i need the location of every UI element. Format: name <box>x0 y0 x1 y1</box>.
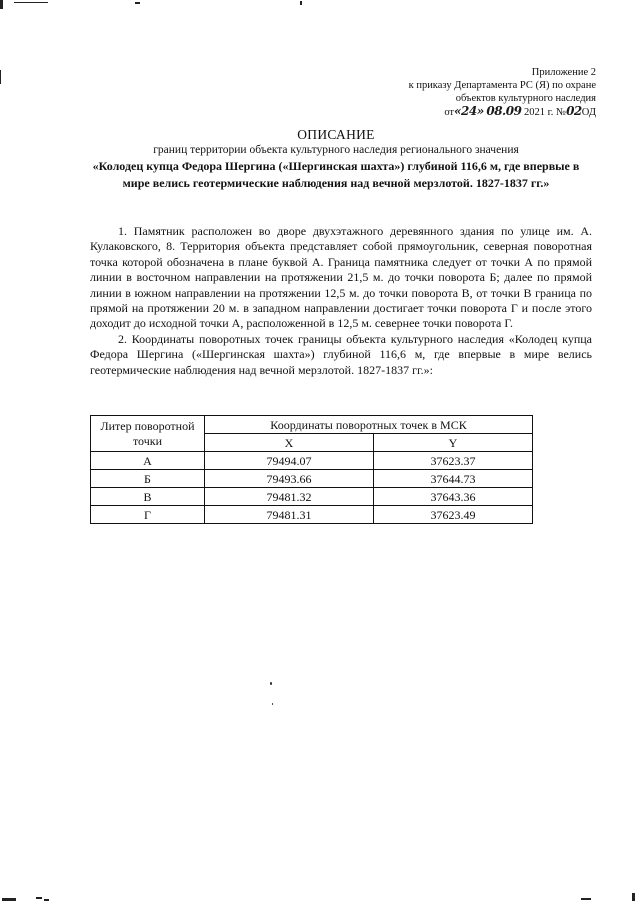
order-date-line <box>296 105 596 119</box>
document-subtitle: границ территории объекта культурного наследия регионального значения <box>153 144 519 156</box>
title-block <box>80 126 592 192</box>
date-year: 2021 г. № <box>524 107 567 118</box>
scan-speck <box>270 682 272 685</box>
paragraph-1: 1. Памятник расположен во дворе двухэтажного деревянного здания по улице им. А. Кулаковского, 8. Территория объекта представляет собой прямоугольник, северная поворотная точка которой обозначена в плане буквой А. Граница памятника следует от точки А по прямой линии в восточном направлении на протяжении 21,5 м. до точки поворота Б; далее по прямой линии в южном направлении на протяжении 12,5 м. до точки поворота В, от точки В граница по прямой на протяжении 20 м. в западном направлении достигает точки поворота Г и после этого доходит до исходной точки А, расположенной в 12,5 м. севернее точки поворота Г. <box>90 224 592 331</box>
table-row <box>91 452 533 470</box>
cell-liter: В <box>91 488 205 506</box>
table-row <box>91 470 533 488</box>
order-line: к приказу Департамента РС (Я) по охране <box>408 80 596 91</box>
header-coordinates: Координаты поворотных точек в МСК <box>205 416 533 434</box>
cell-liter: А <box>91 452 205 470</box>
paragraph-2: 2. Координаты поворотных точек границы объекта культурного наследия «Колодец купца Федора Шергина («Шергинская шахта») глубиной 116,6 м, где впервые в мире велись геотермические наблюдения над вечной мерзлотой. 1827-1837 гг.»: <box>90 331 592 377</box>
scan-artifact <box>581 898 591 900</box>
table-header-row <box>91 416 533 434</box>
cell-x: 79493.66 <box>205 470 374 488</box>
date-month: 08.09 <box>486 104 522 118</box>
appendix-header <box>296 66 596 119</box>
cell-y: 37623.37 <box>374 452 533 470</box>
table-row <box>91 506 533 524</box>
scan-artifact <box>2 898 16 901</box>
scan-artifact <box>135 2 140 4</box>
coordinates-table <box>90 415 533 524</box>
date-day: «24» <box>454 104 484 118</box>
object-name: «Колодец купца Федора Шергина («Шергинская шахта») глубиной 116,6 м, где впервые в мире велись геотермические наблюдения над вечной мерзлотой. 1827-1837 гг.» <box>92 159 580 190</box>
scan-artifact <box>44 899 49 901</box>
scan-artifact <box>0 0 3 9</box>
header-x: X <box>205 434 374 452</box>
cell-y: 37623.49 <box>374 506 533 524</box>
table-row <box>91 488 533 506</box>
scan-speck <box>272 703 273 705</box>
heritage-line: объектов культурного наследия <box>455 93 596 104</box>
date-prefix: от <box>444 107 455 118</box>
document-title: ОПИСАНИЕ <box>297 127 375 142</box>
body-text <box>90 224 592 378</box>
order-suffix: ОД <box>581 107 596 118</box>
order-number: 02 <box>566 104 582 118</box>
cell-x: 79481.31 <box>205 506 374 524</box>
header-liter: Литер поворотной точки <box>91 416 205 452</box>
cell-y: 37644.73 <box>374 470 533 488</box>
scan-artifact <box>300 1 302 5</box>
cell-x: 79481.32 <box>205 488 374 506</box>
scan-artifact <box>632 893 635 901</box>
cell-liter: Б <box>91 470 205 488</box>
appendix-title: Приложение 2 <box>531 67 596 78</box>
cell-liter: Г <box>91 506 205 524</box>
header-y: Y <box>374 434 533 452</box>
cell-y: 37643.36 <box>374 488 533 506</box>
scan-artifact <box>14 2 48 3</box>
scan-artifact <box>36 897 42 899</box>
scan-artifact <box>0 70 1 84</box>
cell-x: 79494.07 <box>205 452 374 470</box>
